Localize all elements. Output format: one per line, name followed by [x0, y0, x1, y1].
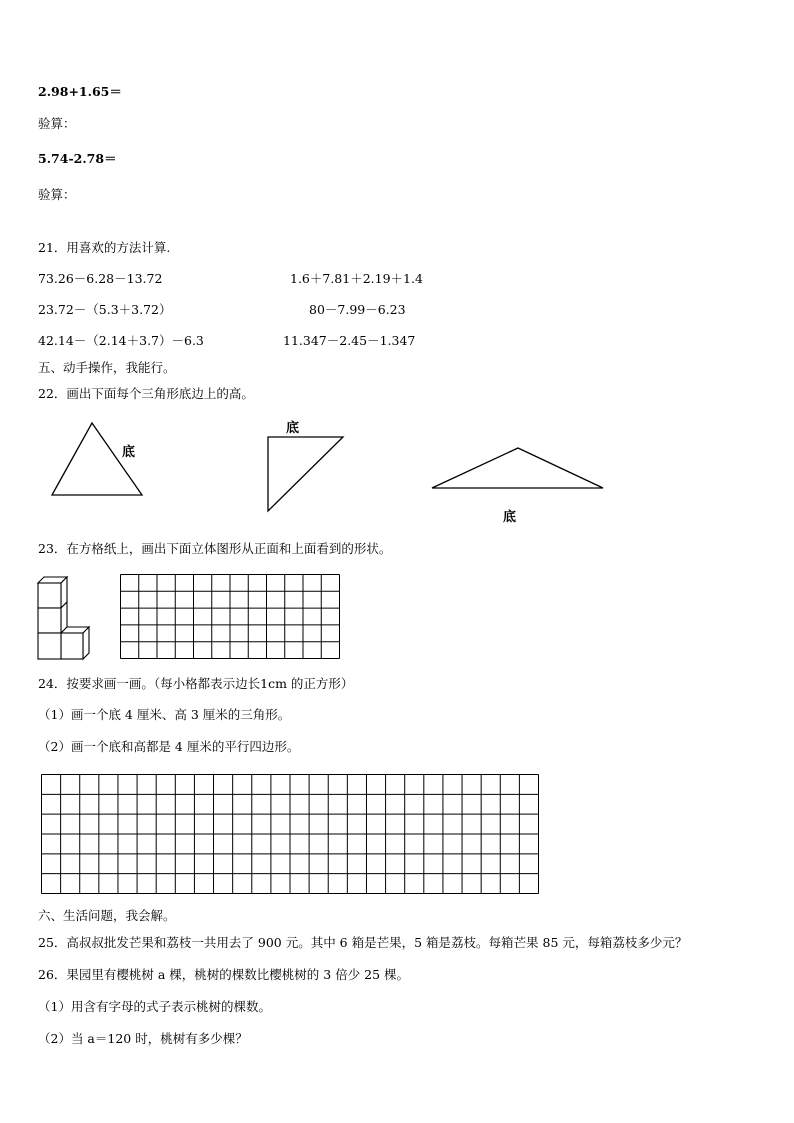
q24-title: 24．按要求画一画。（每小格都表示边长1cm 的正方形）	[38, 676, 354, 691]
q26-part-2: （2）当 a＝120 时，桃树有多少棵？	[38, 1031, 248, 1046]
q21-expr-1: 73.26－6.28－13.72	[38, 271, 163, 286]
q24-part-1: （1）画一个底 4 厘米、高 3 厘米的三角形。	[38, 707, 291, 722]
q21-expr-4: 80－7.99－6.23	[309, 302, 406, 317]
base-label-2: 底	[286, 421, 300, 436]
q23-title: 23．在方格纸上，画出下面立体图形从正面和上面看到的形状。	[38, 541, 392, 556]
base-label-1: 底	[122, 445, 136, 460]
q21-expr-3: 23.72－（5.3＋3.72）	[38, 302, 172, 317]
section-5-heading: 五、动手操作，我能行。	[38, 360, 176, 375]
q24-part-2: （2）画一个底和高都是 4 厘米的平行四边形。	[38, 739, 300, 754]
calc-add-line: 2.98+1.65＝	[38, 84, 122, 99]
q26-title: 26．果园里有樱桃树 a 棵，桃树的棵数比樱桃树的 3 倍少 25 棵。	[38, 967, 410, 982]
q22-title: 22．画出下面每个三角形底边上的高。	[38, 386, 254, 401]
q24-grid-paper[interactable]	[41, 774, 539, 894]
q26-part-1: （1）用含有字母的式子表示桃树的棵数。	[38, 999, 271, 1014]
section-6-heading: 六、生活问题，我会解。	[38, 908, 176, 923]
calc-sub-line: 5.74-2.78＝	[38, 151, 117, 166]
q21-expr-6: 11.347－2.45－1.347	[283, 333, 416, 348]
check-label-1: 验算：	[38, 116, 76, 131]
q21-expr-2: 1.6＋7.81＋2.19＋1.4	[290, 271, 423, 286]
q25-text: 25．高叔叔批发芒果和荔枝一共用去了 900 元。其中 6 箱是芒果，5 箱是荔枝。每箱芒果 85 元，每箱荔枝多少元？	[38, 935, 688, 950]
q21-expr-5: 42.14－（2.14＋3.7）－6.3	[38, 333, 204, 348]
q21-title: 21．用喜欢的方法计算.	[38, 240, 171, 255]
base-label-3: 底	[503, 510, 517, 525]
check-label-2: 验算：	[38, 187, 76, 202]
q23-grid-paper[interactable]	[120, 574, 340, 659]
